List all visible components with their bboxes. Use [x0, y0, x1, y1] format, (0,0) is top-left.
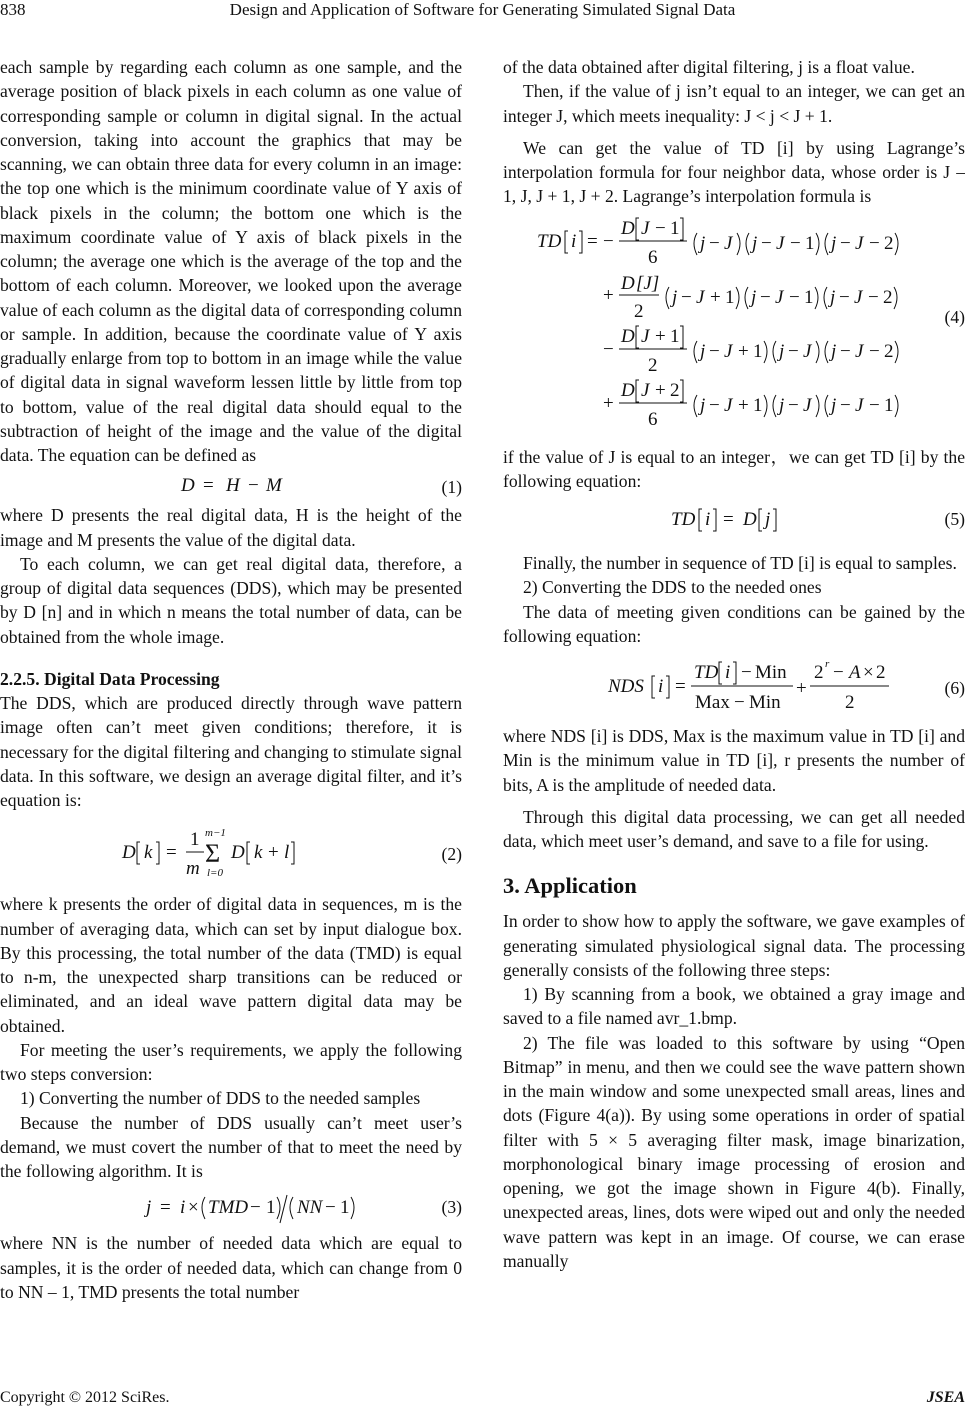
eq-symbol: j	[700, 340, 706, 362]
bracket-shape	[291, 842, 294, 864]
eq-symbol: J	[724, 232, 733, 254]
eq-symbol: −	[709, 394, 720, 416]
paren-shape	[764, 341, 767, 363]
eq-symbol: 1	[670, 217, 680, 239]
page-header	[0, 0, 965, 26]
eq-symbol: +	[738, 340, 749, 362]
eq-symbol: l	[284, 842, 290, 864]
eq-symbol: J	[803, 394, 812, 416]
equation-number: (4)	[944, 306, 965, 327]
paragraph: where k presents the order of digital data in sequences, m is the number of averaging data, which can set by input dialogue box. By this processing, the total number of the data (TMD) is equal to n-m, the unexpected sharp transitions can be reduced or eliminated, and an ideal wave pattern digital data may be obtained.	[0, 894, 462, 1036]
eq-symbol: 1	[340, 1197, 350, 1219]
equation-2-formula	[0, 812, 462, 892]
bracket-shape	[652, 676, 655, 698]
eq-symbol: i	[725, 662, 731, 683]
eq-symbol: j	[779, 394, 785, 416]
eq-symbol: TD	[694, 662, 719, 683]
paragraph: Then, if the value of j isn’t equal to an integer, we can get an integer J, which meets inequality: J < j < J + 1.	[503, 81, 965, 126]
page-footer	[0, 1388, 965, 1410]
eq-symbol: =	[587, 230, 598, 252]
eq-symbol: −	[734, 692, 745, 713]
left-column	[0, 55, 462, 1304]
eq-symbol: +	[796, 678, 807, 699]
eq-symbol: =	[723, 509, 734, 530]
eq-symbol: Max	[695, 692, 730, 713]
equation-5	[503, 493, 965, 543]
eq-symbol: −	[833, 662, 844, 683]
equation-number: (2)	[441, 844, 462, 865]
paren-shape	[746, 233, 749, 255]
eq-symbol: −	[248, 475, 259, 497]
equation-2	[0, 812, 462, 892]
eq-symbol: 2	[634, 300, 644, 322]
bracket-shape	[713, 509, 716, 531]
eq-symbol: −	[655, 217, 666, 239]
eq-symbol: D	[231, 842, 245, 864]
eq-symbol: −	[709, 232, 720, 254]
eq-symbol: +	[655, 325, 666, 347]
eq-symbol: D	[621, 379, 635, 401]
paren-shape	[824, 287, 827, 309]
eq-symbol: l=0	[207, 867, 223, 880]
eq-symbol: +	[603, 284, 614, 306]
eq-symbol: 1	[804, 286, 814, 308]
eq-symbol: [J]	[636, 272, 660, 294]
eq-symbol: +	[603, 392, 614, 414]
eq-symbol: D	[743, 509, 757, 530]
paren-shape	[745, 287, 748, 309]
paren-shape	[764, 395, 767, 417]
bracket-shape	[636, 218, 639, 240]
eq-symbol: j	[830, 286, 836, 308]
eq-symbol: J	[641, 325, 650, 347]
eq-symbol: J	[776, 232, 785, 254]
eq-symbol: i	[705, 509, 711, 530]
eq-symbol: D	[621, 325, 635, 347]
eq-symbol: TD	[537, 230, 562, 252]
section-heading: 3. Application	[503, 873, 637, 899]
equation-4	[503, 209, 965, 437]
equation-number: (1)	[441, 477, 462, 498]
eq-symbol: −	[603, 338, 614, 360]
bracket-shape	[156, 842, 159, 864]
eq-symbol: +	[655, 379, 666, 401]
paren-shape	[290, 1197, 293, 1219]
eq-symbol: J	[803, 340, 812, 362]
bracket-shape	[733, 662, 736, 684]
eq-symbol: =	[166, 842, 177, 864]
eq-symbol: 1	[725, 286, 735, 308]
paragraph: where NN is the number of needed data which are equal to samples, it is the order of needed data, which can change from 0 to NN – 1, TMD presents the total number	[0, 1233, 462, 1302]
eq-symbol: −	[840, 232, 851, 254]
division-slash	[280, 1195, 287, 1223]
bracket-shape	[759, 509, 762, 531]
eq-symbol: J	[775, 286, 784, 308]
eq-symbol: 2	[883, 286, 893, 308]
paragraph: In order to show how to apply the software, we gave examples of generating simulated physiological signal data. The processing generally consists of the following three steps:	[503, 911, 965, 980]
eq-symbol: −	[840, 394, 851, 416]
paren-shape	[694, 233, 697, 255]
paragraph: To each column, we can get real digital data, therefore, a group of digital data sequences (DDS), which may be presented by D [n] and in which n means the total number of data, can be obtained from the whole image.	[0, 553, 462, 647]
right-column	[503, 55, 965, 1273]
eq-symbol: j	[831, 340, 837, 362]
equation-3-formula	[0, 1183, 462, 1231]
bracket-shape	[636, 380, 639, 402]
eq-symbol: 6	[648, 246, 658, 268]
eq-symbol: 2	[670, 379, 680, 401]
eq-symbol: j	[765, 509, 771, 530]
eq-symbol: i	[180, 1197, 186, 1219]
eq-symbol: j	[831, 232, 837, 254]
bracket-shape	[719, 662, 722, 684]
eq-symbol: =	[160, 1197, 171, 1219]
page-number: 838	[0, 0, 26, 19]
eq-symbol: −	[709, 340, 720, 362]
eq-symbol: NDS	[608, 676, 644, 697]
paragraph: 1) By scanning from a book, we obtained a gray image and saved to a file named avr_1.bmp.	[503, 984, 965, 1029]
equation-1	[0, 467, 462, 503]
eq-symbol: i	[658, 676, 664, 697]
eq-symbol: −	[761, 232, 772, 254]
eq-symbol: J	[855, 394, 864, 416]
eq-symbol: 1	[753, 394, 763, 416]
eq-symbol: −	[760, 286, 771, 308]
bracket-shape	[247, 842, 250, 864]
eq-symbol: H	[226, 475, 240, 497]
eq-symbol: J	[724, 394, 733, 416]
paren-shape	[825, 233, 828, 255]
bracket-shape	[666, 676, 669, 698]
eq-symbol: D	[621, 217, 635, 239]
paragraph: The DDS, which are produced directly through wave pattern image often can’t meet given conditions; therefore, it is necessary for the digital filtering and changing to stimulate signal data. In this software, we design an average digital filter, and it’s equation is:	[0, 693, 462, 810]
paragraph: The data of meeting given conditions can be gained by the following equation:	[503, 601, 965, 646]
paragraph: Because the number of DDS usually can’t meet user’s demand, we must covert the number of that to meet the need by the following algorithm. It is	[0, 1112, 462, 1181]
eq-symbol: 2	[876, 662, 886, 683]
eq-symbol: −	[788, 394, 799, 416]
eq-symbol: J	[855, 232, 864, 254]
paren-shape	[277, 1197, 280, 1219]
eq-symbol: −	[788, 340, 799, 362]
eq-symbol: 2	[845, 692, 855, 713]
bracket-shape	[773, 509, 776, 531]
eq-symbol: −	[603, 230, 614, 252]
paragraph: 2) Converting the DDS to the needed ones	[523, 577, 822, 598]
eq-symbol: j	[751, 286, 757, 308]
paragraph: where NDS [i] is DDS, Max is the maximum value in TD [i] and Min is the minimum value in TD [i], r presents the number of bits, A is the amplitude of needed data.	[503, 726, 965, 795]
paren-shape	[773, 341, 776, 363]
journal-name: JSEA	[926, 1389, 965, 1406]
eq-symbol: −	[869, 340, 880, 362]
paren-shape	[351, 1197, 354, 1219]
paragraph: if the value of J is equal to an integer，we can get TD [i] by the following equation:	[503, 446, 965, 491]
eq-symbol: −	[868, 286, 879, 308]
paren-shape	[736, 287, 739, 309]
paragraph: each sample by regarding each column as one sample, and the average position of black pixels in each column as one value of corresponding sample or column in digital signal. In the actual conversion, taking into account the graphics that may be scanning, we can obtain three data for every column in an image: the top one which is the minimum coordinate value of Y axis of black pixels in the column; the bottom one which is the maximum coordinate value of Y axis of black pixels in the column; the average one which is the average of the top and the bottom of each column. Moreover, we looked upon the average value of each column as the digital data of corresponding column or sample. In addition, because the coordinate value of Y axis gradually enlarge from top to bottom in an image while the value of digital data in signal waveform lessen little by little from top to bottom, value of the real digital data should equal to the subtraction of height of the image and the value of the digital data. The equation can be defined as	[0, 57, 462, 465]
eq-symbol: m−1	[205, 827, 226, 840]
eq-symbol: ×	[863, 662, 874, 683]
paragraph: where D presents the real digital data, H is the height of the image and M presents the value of the digital data.	[0, 505, 462, 550]
paren-shape	[895, 341, 898, 363]
eq-symbol: +	[268, 842, 279, 864]
paren-shape	[825, 341, 828, 363]
eq-symbol: D	[122, 842, 136, 864]
eq-symbol: TD	[671, 509, 696, 530]
eq-symbol: k	[144, 842, 153, 864]
eq-symbol: 1	[670, 325, 680, 347]
eq-symbol: ×	[188, 1197, 199, 1219]
bracket-shape	[680, 218, 683, 240]
equation-1-formula	[0, 467, 462, 503]
eq-symbol: j	[146, 1197, 152, 1219]
subsection-heading: 2.2.5. Digital Data Processing	[0, 668, 220, 689]
paragraph: of the data obtained after digital filtering, j is a float value.	[503, 57, 915, 77]
eq-symbol: 2	[814, 662, 824, 683]
bracket-shape	[579, 231, 582, 253]
eq-symbol: r	[825, 658, 830, 670]
eq-symbol: J	[641, 217, 650, 239]
eq-symbol: NN	[297, 1197, 323, 1219]
equation-4-formula	[503, 209, 965, 437]
equation-6	[503, 648, 965, 724]
eq-symbol: J	[724, 340, 733, 362]
paragraph: We can get the value of TD [i] by using Lagrange’s interpolation formula for four neighbor data, whose order is J – 1, J, J + 1, J + 2. Lagrange’s interpolation formula is	[503, 137, 965, 207]
equation-6-formula	[503, 648, 965, 724]
eq-symbol: m	[186, 858, 200, 880]
paragraph: Through this digital data processing, we can get all needed data, which meet user’s demand, and save to a file for using.	[503, 806, 965, 851]
eq-symbol: j	[831, 394, 837, 416]
eq-symbol: −	[325, 1197, 336, 1219]
bracket-shape	[699, 509, 702, 531]
eq-symbol: −	[869, 232, 880, 254]
paragraph: 2) The file was loaded to this software by using “Open Bitmap” in menu, and then we could see the wave pattern shown in the main window and some unexpected small areas, lines and dots (Figure 4(a)). By using some operations in order of spatial filter with 5 × 5 averaging filter mask, image binarization, morphonological binary image processing of erosion and opening, we got the image shown in Figure 4(b). Finally, unexpected areas, lines, dots were wiped out and only the needed wave pattern was kept in an image. Of course, we can erase manually	[503, 1032, 965, 1271]
paragraph: For meeting the user’s requirements, we apply the following two steps conversion:	[0, 1039, 462, 1084]
eq-symbol: A	[849, 662, 861, 683]
eq-symbol: Min	[749, 692, 781, 713]
eq-symbol: −	[789, 286, 800, 308]
running-title: Design and Application of Software for Generating Simulated Signal Data	[229, 0, 736, 19]
equation-number: (5)	[944, 509, 965, 529]
eq-symbol: J	[641, 379, 650, 401]
equation-number: (6)	[944, 678, 965, 698]
paren-shape	[816, 395, 819, 417]
paren-shape	[895, 395, 898, 417]
eq-symbol: +	[710, 286, 721, 308]
sigma-glyph: Σ	[205, 839, 221, 869]
eq-symbol: i	[571, 230, 577, 252]
bracket-shape	[680, 380, 683, 402]
eq-symbol: k	[254, 842, 263, 864]
paren-shape	[895, 233, 898, 255]
eq-symbol: J	[696, 286, 705, 308]
equation-number: (3)	[441, 1197, 462, 1218]
eq-symbol: 1	[753, 340, 763, 362]
bracket-shape	[680, 326, 683, 348]
eq-symbol: 2	[648, 354, 658, 376]
copyright-text: Copyright © 2012 SciRes.	[0, 1389, 170, 1406]
bracket-shape	[636, 326, 639, 348]
eq-symbol: 1	[884, 394, 894, 416]
paren-shape	[694, 341, 697, 363]
eq-symbol: j	[672, 286, 678, 308]
equation-3	[0, 1183, 462, 1231]
eq-symbol: −	[869, 394, 880, 416]
eq-symbol: D	[181, 475, 195, 497]
eq-symbol: J	[855, 340, 864, 362]
eq-symbol: −	[741, 662, 752, 683]
paragraph: Finally, the number in sequence of TD [i] is equal to samples.	[523, 553, 957, 573]
eq-symbol: j	[779, 340, 785, 362]
eq-symbol: 1	[266, 1197, 276, 1219]
eq-symbol: j	[700, 232, 706, 254]
paragraph: 1) Converting the number of DDS to the needed samples	[20, 1088, 421, 1109]
eq-symbol: =	[203, 475, 214, 497]
eq-symbol: j	[752, 232, 758, 254]
eq-symbol: +	[738, 394, 749, 416]
paren-shape	[825, 395, 828, 417]
eq-symbol: 1	[190, 829, 200, 851]
eq-symbol: J	[854, 286, 863, 308]
eq-symbol: TMD	[208, 1197, 249, 1219]
eq-symbol: −	[839, 286, 850, 308]
paren-shape	[666, 287, 669, 309]
paren-shape	[773, 395, 776, 417]
eq-symbol: 6	[648, 408, 658, 430]
eq-symbol: M	[266, 475, 282, 497]
bracket-shape	[137, 842, 140, 864]
eq-symbol: 2	[884, 340, 894, 362]
paren-shape	[894, 287, 897, 309]
eq-symbol: −	[250, 1197, 261, 1219]
bracket-shape	[565, 231, 568, 253]
eq-symbol: 1	[805, 232, 815, 254]
eq-symbol: j	[700, 394, 706, 416]
eq-symbol: Min	[755, 662, 787, 683]
eq-symbol: 2	[884, 232, 894, 254]
paren-shape	[694, 395, 697, 417]
paren-shape	[737, 233, 740, 255]
eq-symbol: =	[675, 676, 686, 697]
paren-shape	[816, 233, 819, 255]
paren-shape	[816, 341, 819, 363]
paren-shape	[202, 1197, 205, 1219]
paren-shape	[815, 287, 818, 309]
eq-symbol: −	[681, 286, 692, 308]
eq-symbol: D	[621, 272, 635, 294]
eq-symbol: −	[840, 340, 851, 362]
equation-5-formula	[503, 493, 965, 543]
eq-symbol: −	[790, 232, 801, 254]
